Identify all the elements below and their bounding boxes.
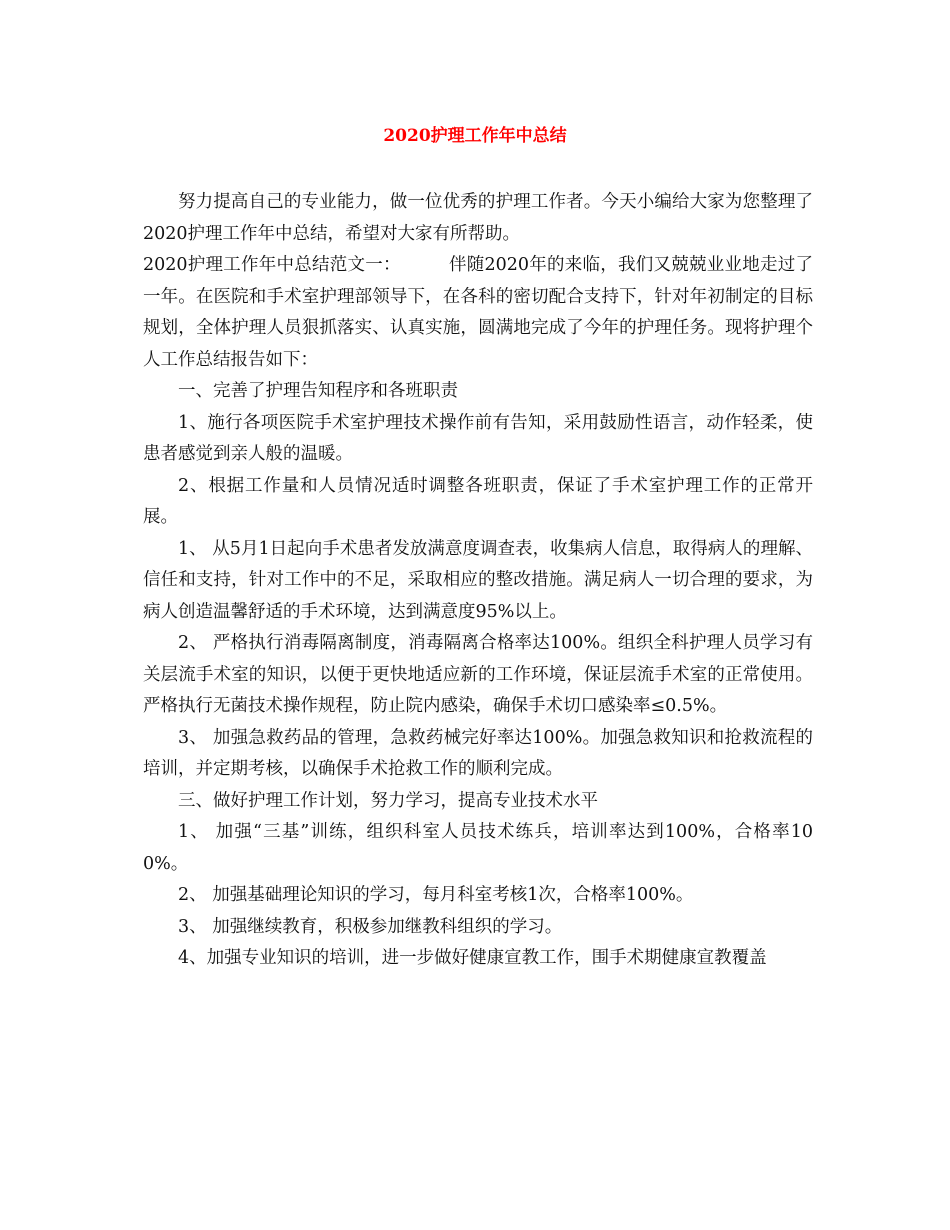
list-item: 4、加强专业知识的培训，进一步做好健康宣教工作，围手术期健康宣教覆盖: [178, 948, 767, 968]
intro-paragraph: 努力提高自己的专业能力，做一位优秀的护理工作者。今天小编给大家为您整理了2020护理工作年中总结，希望对大家有所帮助。: [143, 192, 813, 244]
list-item: 3、 加强急救药品的管理，急救药械完好率达100%。加强急救知识和抢救流程的培训，并定期考核，以确保手术抢救工作的顺利完成。: [143, 727, 813, 779]
section-heading-1: 一、完善了护理告知程序和各班职责: [178, 381, 458, 401]
sample-body: 伴随2020年的来临，我们又兢兢业业地走过了一年。在医院和手术室护理部领导下，在各科的密切配合支持下，针对年初制定的目标规划，全体护理人员狠抓落实、认真实施，圆满地完成了今年的护理任务。现将护理个人工作总结报告如下：: [143, 255, 813, 370]
sample-heading: 2020护理工作年中总结范文一：: [143, 255, 401, 275]
list-item: 1、施行各项医院手术室护理技术操作前有告知，采用鼓励性语言，动作轻柔，使患者感觉到亲人般的温暖。: [143, 412, 813, 464]
section-heading-3: 三、做好护理工作计划，努力学习，提高专业技术水平: [178, 790, 598, 811]
document-title: 2020护理工作年中总结: [383, 126, 567, 146]
sample-paragraph: [143, 250, 813, 376]
document-body: [143, 187, 813, 975]
list-item: 1、 加强“三基”训练，组织科室人员技术练兵，培训率达到100%，合格率100%。: [143, 822, 813, 874]
list-item: 1、 从5月1日起向手术患者发放满意度调查表，收集病人信息，取得病人的理解、信任和支持，针对工作中的不足，采取相应的整改措施。满足病人一切合理的要求，为病人创造温馨舒适的手术环境，达到满意度95%以上。: [143, 538, 813, 622]
list-item: 2、根据工作量和人员情况适时调整各班职责，保证了手术室护理工作的正常开展。: [143, 475, 813, 527]
list-item: 2、 加强基础理论知识的学习，每月科室考核1次，合格率100%。: [178, 885, 694, 905]
list-item: 3、 加强继续教育，积极参加继教科组织的学习。: [178, 916, 563, 937]
list-item: 2、 严格执行消毒隔离制度，消毒隔离合格率达100%。组织全科护理人员学习有关层流手术室的知识，以便于更快地适应新的工作环境，保证层流手术室的正常使用。严格执行无菌技术操作规程，防止院内感染，确保手术切口感染率≤0.5%。: [143, 633, 813, 716]
